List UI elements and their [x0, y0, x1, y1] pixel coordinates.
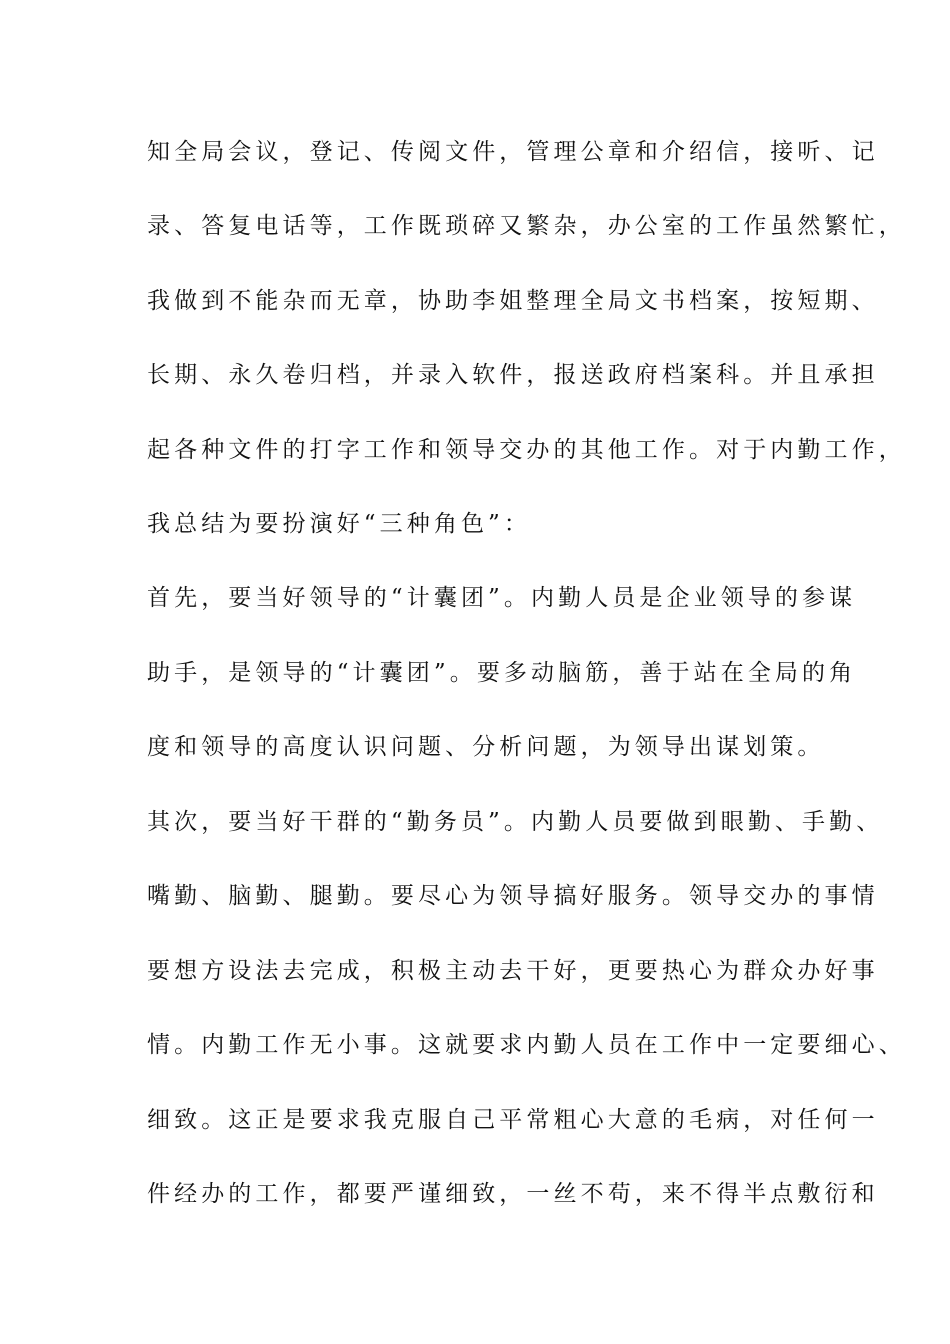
text-line-10: 其次，要当好干群的“勤务员”。内勤人员要做到眼勤、手勤、 [147, 809, 884, 835]
text-line-1: 知全局会议，登记、传阅文件，管理公章和介绍信，接听、记 [147, 139, 879, 165]
text-line-13: 情。内勤工作无小事。这就要求内勤人员在工作中一定要细心、 [147, 1032, 906, 1058]
text-line-2: 录、答复电话等，工作既琐碎又繁杂，办公室的工作虽然繁忙， [147, 213, 906, 239]
text-line-6: 我总结为要扮演好“三种角色”： [147, 511, 532, 537]
text-line-14: 细致。这正是要求我克服自己平常粗心大意的毛病，对任何一 [147, 1107, 879, 1133]
text-line-3: 我做到不能杂而无章，协助李姐整理全局文书档案，按短期、 [147, 288, 879, 314]
text-line-5: 起各种文件的打字工作和领导交办的其他工作。对于内勤工作， [147, 437, 906, 463]
text-line-4: 长期、永久卷归档，并录入软件，报送政府档案科。并且承担 [147, 362, 879, 388]
text-line-15: 件经办的工作，都要严谨细致，一丝不苟，来不得半点敷衍和 [147, 1181, 879, 1207]
text-line-11: 嘴勤、脑勤、腿勤。要尽心为领导搞好服务。领导交办的事情 [147, 883, 879, 909]
text-line-9: 度和领导的高度认识问题、分析问题，为领导出谋划策。 [147, 734, 825, 760]
text-line-7: 首先，要当好领导的“计囊团”。内勤人员是企业领导的参谋 [147, 585, 857, 611]
text-line-8: 助手，是领导的“计囊团”。要多动脑筋，善于站在全局的角 [147, 660, 857, 686]
text-line-12: 要想方设法去完成，积极主动去干好，更要热心为群众办好事 [147, 958, 879, 984]
